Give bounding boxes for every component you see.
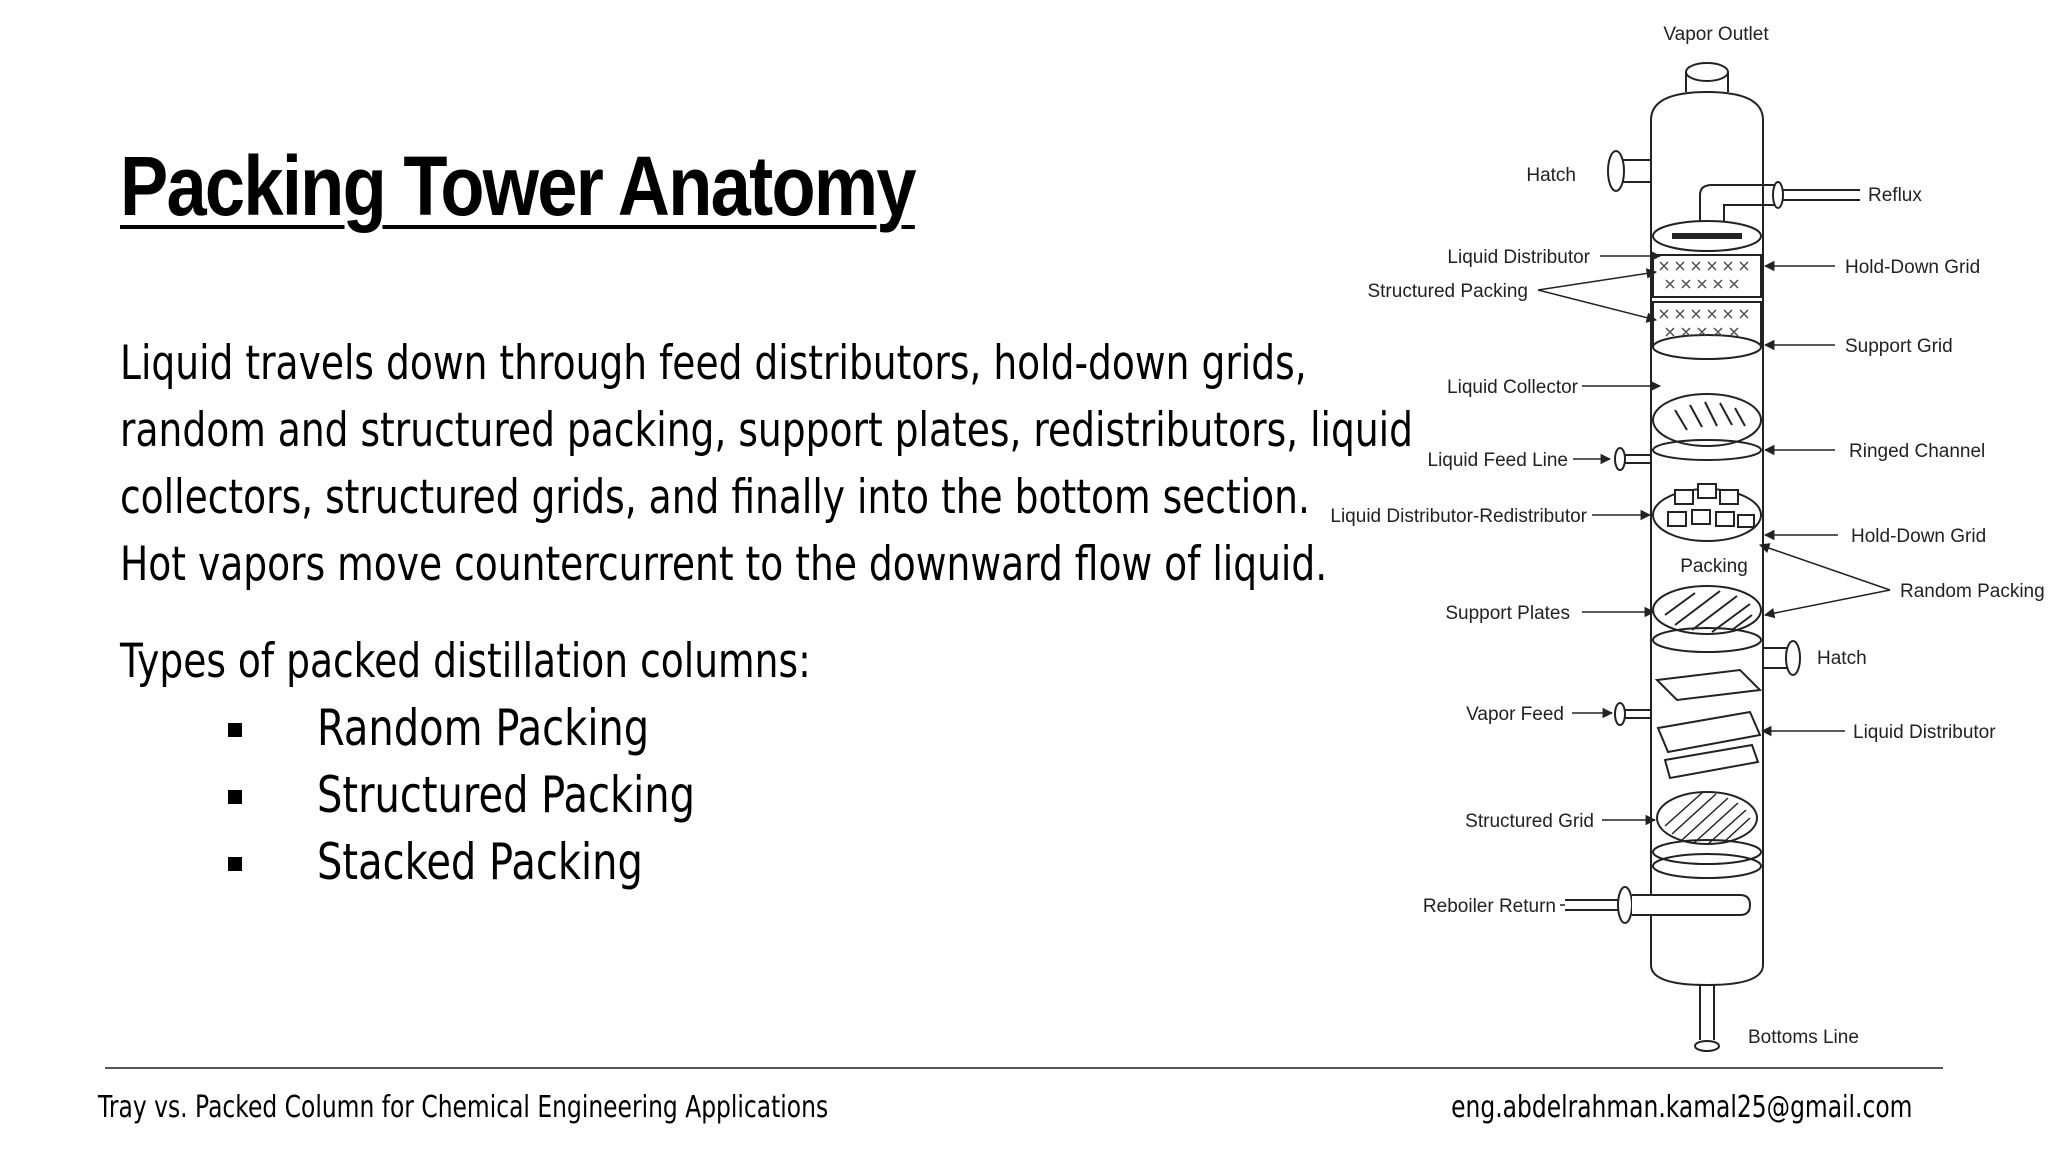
paragraph-line: collectors, structured grids, and finally into the bottom section. <box>120 470 1310 525</box>
label-liquid-distributor-redistributor: Liquid Distributor-Redistributor <box>1330 506 1587 527</box>
slide-title: Packing Tower Anatomy <box>120 139 915 233</box>
label-hold-down-grid-top: Hold-Down Grid <box>1845 257 1981 278</box>
bullet-label: Structured Packing <box>317 766 696 824</box>
label-support-grid: Support Grid <box>1845 336 1953 357</box>
label-ringed-channel: Ringed Channel <box>1849 441 1986 462</box>
label-hatch-mid: Hatch <box>1817 648 1867 669</box>
label-vapor-feed: Vapor Feed <box>1466 704 1564 725</box>
label-packing: Packing <box>1680 556 1748 577</box>
paragraph-line: Liquid travels down through feed distributors, hold-down grids, <box>120 336 1307 391</box>
bullet-label: Random Packing <box>317 699 650 757</box>
label-hatch-top: Hatch <box>1526 165 1576 186</box>
liquid-collector <box>1653 394 1761 460</box>
label-structured-packing: Structured Packing <box>1367 281 1528 302</box>
description-paragraph <box>120 330 1413 598</box>
types-heading: Types of packed distillation columns: <box>120 634 811 689</box>
label-liquid-distributor-bottom: Liquid Distributor <box>1853 722 1996 743</box>
footer-presentation-title: Tray vs. Packed Column for Chemical Engineering Applications <box>98 1090 829 1125</box>
liquid-distributor-redistributor <box>1653 484 1761 541</box>
structured-packing-bed <box>1653 221 1761 359</box>
hatch-mid <box>1763 641 1800 675</box>
label-liquid-distributor-top: Liquid Distributor <box>1447 247 1590 268</box>
label-random-packing: Random Packing <box>1900 581 2045 602</box>
label-reboiler-return: Reboiler Return <box>1422 896 1556 917</box>
packing-tower-diagram <box>1320 0 2048 1075</box>
label-hold-down-grid-mid: Hold-Down Grid <box>1851 526 1987 547</box>
label-liquid-collector: Liquid Collector <box>1447 377 1578 398</box>
paragraph-line: random and structured packing, support plates, redistributors, liquid <box>120 403 1413 458</box>
label-support-plates: Support Plates <box>1445 603 1570 624</box>
paragraph-line: Hot vapors move countercurrent to the downward flow of liquid. <box>120 537 1328 592</box>
square-bullet-icon <box>228 857 242 871</box>
liquid-feed-pipe <box>1615 448 1651 470</box>
label-structured-grid: Structured Grid <box>1465 811 1594 832</box>
random-packing-support <box>1653 586 1761 652</box>
label-liquid-feed-line: Liquid Feed Line <box>1427 450 1568 471</box>
footer-divider <box>105 1067 1943 1069</box>
label-bottoms-line: Bottoms Line <box>1748 1027 1859 1048</box>
square-bullet-icon <box>228 723 242 737</box>
hatch-top <box>1608 151 1651 191</box>
vapor-feed-distributor <box>1615 670 1760 778</box>
reboiler-return-pipe <box>1565 887 1750 923</box>
square-bullet-icon <box>228 790 242 804</box>
structured-grid <box>1653 792 1761 878</box>
footer-email: eng.abdelrahman.kamal25@gmail.com <box>1450 1090 1912 1125</box>
label-vapor-outlet: Vapor Outlet <box>1663 24 1769 45</box>
bullet-label: Stacked Packing <box>317 833 643 891</box>
label-reflux: Reflux <box>1868 185 1922 206</box>
